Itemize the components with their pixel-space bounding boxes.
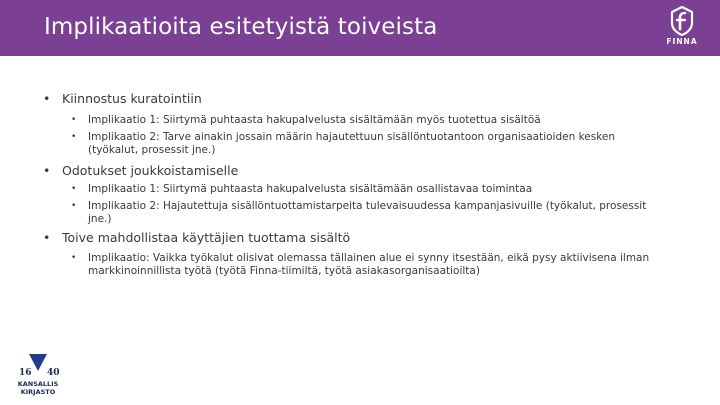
bullet-item — [0, 229, 720, 246]
sub-bullet-text: Implikaatio: Vaikka työkalut olisivat olemassa tällainen alue ei synny itsestään, eikä pysy aktiivisena ilman markkinoinnillista työtä (työtä Finna-tiimiltä, työtä asiakasorganisaatioilta) — [88, 252, 650, 277]
kansalliskirjasto-logo — [16, 351, 60, 399]
bullet-text: Toive mahdollistaa käyttäjien tuottama sisältö — [62, 230, 351, 245]
sub-bullet-item — [0, 200, 720, 226]
sub-bullet-item — [0, 131, 720, 157]
logo-year-right: 40 — [47, 368, 60, 378]
slide-title: Implikaatioita esitetyistä toiveista — [44, 14, 438, 40]
bullet-item — [0, 90, 720, 107]
sub-bullet-icon: • — [71, 132, 77, 142]
sub-bullet-text: Implikaatio 2: Tarve ainakin jossain määrin hajautettuun sisällöntuotantoon organisaatioiden kesken (työkalut, prosessit jne.) — [88, 131, 616, 156]
logo-word-1: KANSALLIS — [17, 380, 59, 388]
sub-bullet-item — [0, 183, 720, 196]
bullet-icon: • — [43, 91, 51, 106]
sub-bullet-item — [0, 252, 720, 278]
finna-logo-text: FINNA — [666, 37, 698, 46]
logo-word-2: KIRJASTO — [20, 388, 56, 396]
bullet-text: Kiinnostus kuratointiin — [62, 91, 202, 106]
sub-bullet-item — [0, 114, 720, 127]
bullet-text: Odotukset joukkoistamiselle — [62, 163, 239, 178]
bullet-icon: • — [43, 230, 51, 245]
sub-bullet-icon: • — [71, 184, 77, 194]
slide-header — [0, 0, 720, 56]
finna-emblem-icon — [669, 6, 695, 36]
sub-bullet-text: Implikaatio 1: Siirtymä puhtaasta hakupalvelusta sisältämään myös tuotettua sisältöä — [88, 114, 541, 126]
sub-bullet-icon: • — [71, 201, 77, 211]
slide-body — [0, 90, 720, 278]
sub-bullet-text: Implikaatio 1: Siirtymä puhtaasta hakupalvelusta sisältämään osallistavaa toimintaa — [88, 183, 533, 195]
library-logo-icon — [16, 351, 60, 399]
finna-logo — [664, 6, 700, 50]
logo-year-left: 16 — [19, 368, 32, 378]
sub-bullet-icon: • — [71, 115, 77, 125]
sub-bullet-text: Implikaatio 2: Hajautettuja sisällöntuottamistarpeita tulevaisuudessa kampanjasivuille (työkalut, prosessit jne.) — [88, 200, 647, 225]
bullet-icon: • — [43, 163, 51, 178]
sub-bullet-icon: • — [71, 253, 77, 263]
logo-chevron-shape — [29, 354, 47, 371]
bullet-item — [0, 162, 720, 179]
